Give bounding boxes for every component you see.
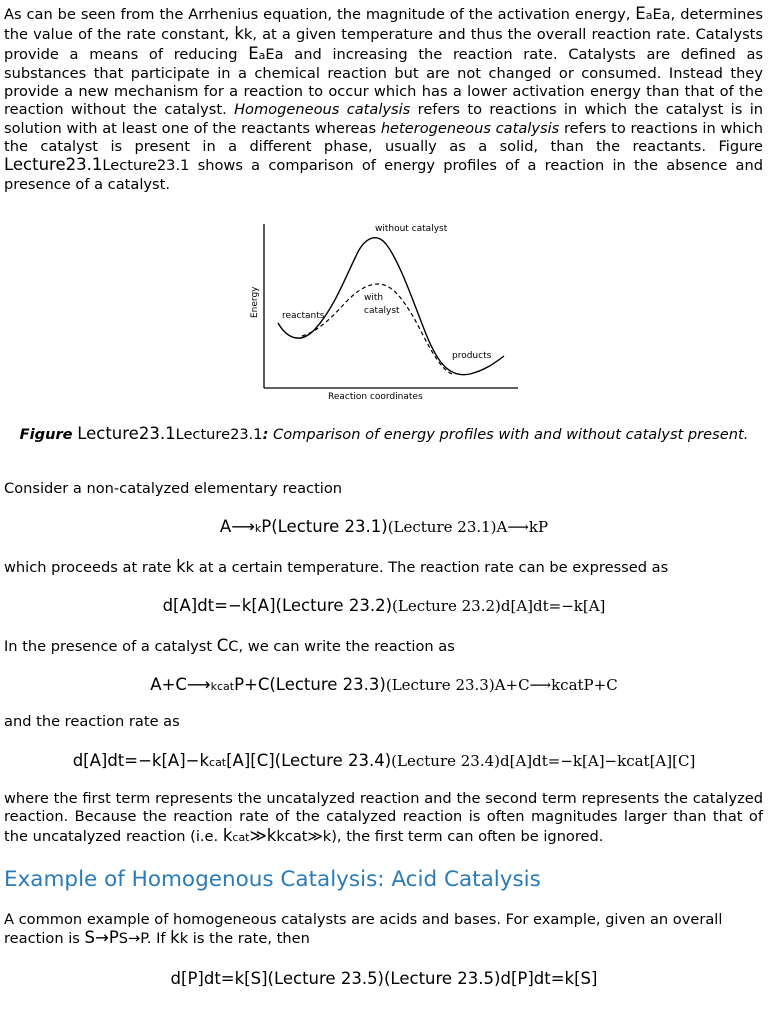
energy-profile-figure: [244, 218, 522, 404]
paragraph-rate-as: and the reaction rate as: [4, 713, 180, 730]
paragraph-acid-example: A common example of homogeneous catalysts are acids and bases. For example, given an overall reaction is S→PS→P. If kk is the rate, then: [4, 911, 723, 948]
equation-23-4: d[A]dt=−k[A]−kcat[A][C](Lecture 23.4)(Lecture 23.4)d[A]dt=−k[A]−kcat[A][C]: [72, 751, 696, 770]
with-catalyst-label-2: catalyst: [364, 306, 400, 316]
paragraph-catalyst: In the presence of a catalyst CC, we can write the reaction as: [4, 636, 455, 655]
figure-caption: Figure Lecture23.1Lecture23.1: Comparison of energy profiles with and without catalyst present.: [19, 424, 749, 443]
without-catalyst-label: without catalyst: [375, 224, 448, 234]
paragraph-terms: where the first term represents the uncatalyzed reaction and the second term represents the catalyzed reaction. Because the reaction rate of the catalyzed reaction is often magnitudes larger than that of the uncatalyzed reaction (i.e. kcat≫kkcat≫k), the first term can often be ignored.: [4, 790, 763, 845]
equation-23-3: A+C⟶kcatP+C(Lecture 23.3)(Lecture 23.3)A+C⟶kcatP+C: [150, 675, 618, 694]
equation-23-2: d[A]dt=−k[A](Lecture 23.2)(Lecture 23.2)d[A]dt=−k[A]: [162, 596, 606, 615]
equation-23-1: A⟶kP(Lecture 23.1)(Lecture 23.1)A⟶kP: [219, 517, 549, 536]
products-label: products: [452, 351, 492, 361]
x-axis-label: Reaction coordinates: [328, 392, 423, 402]
heterogeneous-catalysis-term: heterogeneous catalysis: [380, 119, 560, 137]
section-heading-acid-catalysis: Example of Homogenous Catalysis: Acid Catalysis: [4, 867, 541, 892]
intro-paragraph: As can be seen from the Arrhenius equation, the magnitude of the activation energy, EaEa, determines the value of the rate constant, kk, at a given temperature and thus the overall reaction rate. Catalysts provide a means of reducing EaEa and increasing the reaction rate. Catalysts are defined as substances that participate in a chemical reaction but are not changed or consumed. Instead they provide a new mechanism for a reaction to occur which has a lower activation energy than that of the reaction without the catalyst. Homogeneous catalysis refers to reactions in which the catalyst is in solution with at least one of the reactants whereas heterogeneous catalysis refers to reactions in which the catalyst is present in a different phase, usually as a solid, than the reactants. Figure Lecture23.1Lecture23.1 shows a comparison of energy profiles of a reaction in the absence and presence of a catalyst.: [4, 4, 764, 193]
reactants-label: reactants: [282, 311, 325, 321]
figure-reference-link[interactable]: Lecture23.1: [4, 155, 103, 175]
y-axis-label: Energy: [250, 286, 260, 318]
paragraph-rate: which proceeds at rate kk at a certain temperature. The reaction rate can be expressed as: [4, 557, 669, 576]
homogeneous-catalysis-term: Homogeneous catalysis: [234, 101, 411, 119]
with-catalyst-label-1: with: [364, 293, 384, 303]
energy-profile-diagram: [244, 218, 522, 404]
equation-23-5: d[P]dt=k[S](Lecture 23.5)(Lecture 23.5)d[P]dt=k[S]: [170, 969, 598, 988]
paragraph-non-catalyzed: Consider a non-catalyzed elementary reaction: [4, 480, 343, 497]
